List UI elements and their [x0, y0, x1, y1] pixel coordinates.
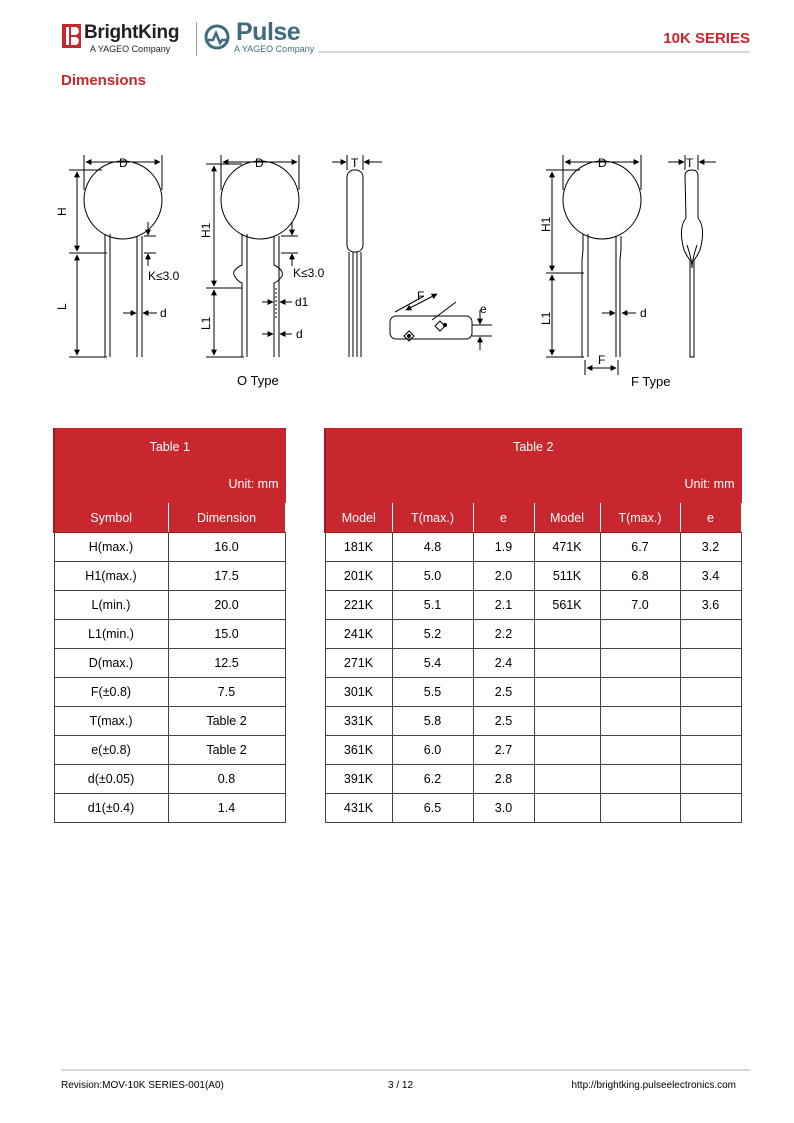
- table-cell: 6.0: [392, 736, 473, 765]
- label-l1-2: L1: [539, 311, 553, 325]
- table-cell: 5.1: [392, 591, 473, 620]
- table-cell: 6.8: [600, 562, 680, 591]
- table-cell: [534, 620, 600, 649]
- label-d-small-2: d: [296, 327, 303, 341]
- table-cell: [680, 620, 741, 649]
- label-d-2: D: [255, 156, 264, 170]
- table-cell: 16.0: [168, 533, 285, 562]
- table-cell: D(max.): [54, 649, 168, 678]
- label-l1-1: L1: [199, 316, 213, 330]
- side-view-t: [332, 155, 382, 357]
- label-k-1: K≤3.0: [148, 269, 180, 283]
- table-cell: 3.4: [680, 562, 741, 591]
- table-cell: Table 2: [168, 707, 285, 736]
- brightking-logo-icon: [62, 24, 81, 48]
- table-1-caption: Table 1: [54, 429, 285, 466]
- table-cell: [680, 794, 741, 823]
- table-2-header-e-2: e: [680, 503, 741, 533]
- table-cell: 5.2: [392, 620, 473, 649]
- label-k-2: K≤3.0: [293, 266, 325, 280]
- table-cell: [534, 794, 600, 823]
- pulse-logo-icon: [204, 24, 232, 50]
- table-cell: 391K: [325, 765, 392, 794]
- table-cell: 7.0: [600, 591, 680, 620]
- table-cell: 2.5: [473, 707, 534, 736]
- table-2-caption: Table 2: [325, 429, 741, 466]
- table-cell: 2.2: [473, 620, 534, 649]
- table-cell: 1.4: [168, 794, 285, 823]
- table-cell: 3.2: [680, 533, 741, 562]
- table-cell: 5.8: [392, 707, 473, 736]
- pulse-subtitle: A YAGEO Company: [234, 44, 315, 54]
- table-cell: 6.7: [600, 533, 680, 562]
- table-row: [325, 591, 741, 620]
- table-cell: 12.5: [168, 649, 285, 678]
- footer-revision: Revision:MOV-10K SERIES-001(A0): [61, 1080, 224, 1091]
- table-cell: T(max.): [54, 707, 168, 736]
- footer-url[interactable]: http://brightking.pulseelectronics.com: [571, 1080, 736, 1091]
- pulse-logo: [204, 18, 324, 54]
- table-row: [325, 707, 741, 736]
- table-cell: 201K: [325, 562, 392, 591]
- table-1-header-row: [54, 503, 285, 533]
- table-cell: [680, 765, 741, 794]
- table-cell: 221K: [325, 591, 392, 620]
- table-1-header-symbol: Symbol: [54, 503, 168, 533]
- table-cell: [600, 620, 680, 649]
- top-view-f-e: [390, 294, 492, 350]
- table-1: [53, 428, 286, 823]
- table-cell: d1(±0.4): [54, 794, 168, 823]
- table-2: [324, 428, 742, 823]
- table-cell: 241K: [325, 620, 392, 649]
- table-cell: [680, 736, 741, 765]
- table-cell: 511K: [534, 562, 600, 591]
- pulse-name: Pulse: [236, 18, 301, 46]
- front-view-h: [69, 155, 162, 357]
- table-cell: [600, 707, 680, 736]
- table-cell: 331K: [325, 707, 392, 736]
- f-type-label: F Type: [631, 374, 671, 389]
- table-cell: F(±0.8): [54, 678, 168, 707]
- table-2-header-t-max-2: T(max.): [600, 503, 680, 533]
- o-type-label: O Type: [237, 373, 279, 388]
- table-cell: [600, 736, 680, 765]
- table-cell: [600, 765, 680, 794]
- table-cell: 2.4: [473, 649, 534, 678]
- table-cell: 1.9: [473, 533, 534, 562]
- label-l: L: [55, 303, 69, 310]
- table-cell: 3.6: [680, 591, 741, 620]
- table-cell: 4.8: [392, 533, 473, 562]
- table-cell: d(±0.05): [54, 765, 168, 794]
- table-row: [325, 533, 741, 562]
- table-cell: [534, 678, 600, 707]
- table-2-header-model-2: Model: [534, 503, 600, 533]
- table-cell: 3.0: [473, 794, 534, 823]
- table-cell: [600, 649, 680, 678]
- table-2-header-t-max: T(max.): [392, 503, 473, 533]
- table-2-header-row: [325, 503, 741, 533]
- table-cell: L1(min.): [54, 620, 168, 649]
- table-cell: [534, 649, 600, 678]
- label-d1: d1: [295, 295, 309, 309]
- table-cell: 6.5: [392, 794, 473, 823]
- label-h: H: [55, 207, 69, 216]
- table-cell: 5.4: [392, 649, 473, 678]
- table-1-unit: Unit: mm: [54, 466, 285, 503]
- table-row: [325, 620, 741, 649]
- label-d-1: D: [119, 156, 128, 170]
- header-rule: [318, 51, 750, 53]
- table-row: [325, 678, 741, 707]
- label-f-1: F: [417, 289, 425, 303]
- table-cell: [534, 707, 600, 736]
- table-cell: [680, 707, 741, 736]
- section-title: Dimensions: [61, 72, 147, 89]
- table-cell: 2.1: [473, 591, 534, 620]
- table-cell: 5.0: [392, 562, 473, 591]
- table-2-header-model: Model: [325, 503, 392, 533]
- label-d-3: D: [598, 156, 607, 170]
- table-row: [54, 591, 285, 620]
- table-row: [54, 794, 285, 823]
- table-row: [325, 736, 741, 765]
- front-view-f-type: [546, 155, 641, 375]
- table-cell: 0.8: [168, 765, 285, 794]
- table-cell: 15.0: [168, 620, 285, 649]
- table-row: [325, 562, 741, 591]
- table-row: [54, 533, 285, 562]
- label-e: e: [480, 302, 487, 316]
- table-cell: 7.5: [168, 678, 285, 707]
- label-h1-2: H1: [539, 216, 553, 232]
- table-cell: 2.5: [473, 678, 534, 707]
- brightking-name: BrightKing: [84, 22, 180, 43]
- table-cell: [600, 678, 680, 707]
- table-row: [54, 562, 285, 591]
- table-cell: 2.0: [473, 562, 534, 591]
- table-cell: Table 2: [168, 736, 285, 765]
- table-2-unit: Unit: mm: [325, 466, 741, 503]
- label-d-small-1: d: [160, 306, 167, 320]
- table-cell: 20.0: [168, 591, 285, 620]
- dimension-drawing: [52, 150, 752, 395]
- table-cell: 17.5: [168, 562, 285, 591]
- table-cell: H1(max.): [54, 562, 168, 591]
- table-1-header-dimension: Dimension: [168, 503, 285, 533]
- logo-separator: [196, 22, 197, 56]
- table-cell: 301K: [325, 678, 392, 707]
- table-cell: 271K: [325, 649, 392, 678]
- brightking-subtitle: A YAGEO Company: [90, 44, 171, 54]
- footer-page-number: 3 / 12: [388, 1080, 414, 1091]
- table-cell: 2.8: [473, 765, 534, 794]
- side-view-f-type: [668, 155, 716, 357]
- table-row: [54, 707, 285, 736]
- table-cell: H(max.): [54, 533, 168, 562]
- table-row: [54, 649, 285, 678]
- table-row: [54, 620, 285, 649]
- label-d-small-3: d: [640, 306, 647, 320]
- label-t-1: T: [351, 156, 359, 170]
- table-cell: 361K: [325, 736, 392, 765]
- label-h1-1: H1: [199, 222, 213, 238]
- table-cell: [534, 736, 600, 765]
- table-cell: 471K: [534, 533, 600, 562]
- table-row: [54, 765, 285, 794]
- table-cell: [680, 678, 741, 707]
- table-cell: 2.7: [473, 736, 534, 765]
- front-view-o-type: [206, 155, 299, 357]
- label-t-2: T: [686, 156, 694, 170]
- table-cell: 5.5: [392, 678, 473, 707]
- table-cell: [600, 794, 680, 823]
- table-cell: e(±0.8): [54, 736, 168, 765]
- table-row: [325, 765, 741, 794]
- footer-rule: [61, 1069, 750, 1071]
- table-row: [54, 736, 285, 765]
- table-row: [54, 678, 285, 707]
- series-title: 10K SERIES: [663, 30, 750, 47]
- table-cell: 6.2: [392, 765, 473, 794]
- table-2-header-e: e: [473, 503, 534, 533]
- table-cell: [680, 649, 741, 678]
- table-cell: 181K: [325, 533, 392, 562]
- table-cell: L(min.): [54, 591, 168, 620]
- table-cell: [534, 765, 600, 794]
- table-cell: 431K: [325, 794, 392, 823]
- table-row: [325, 794, 741, 823]
- brightking-logo: [62, 22, 200, 54]
- table-cell: 561K: [534, 591, 600, 620]
- label-f-2: F: [598, 353, 606, 367]
- table-row: [325, 649, 741, 678]
